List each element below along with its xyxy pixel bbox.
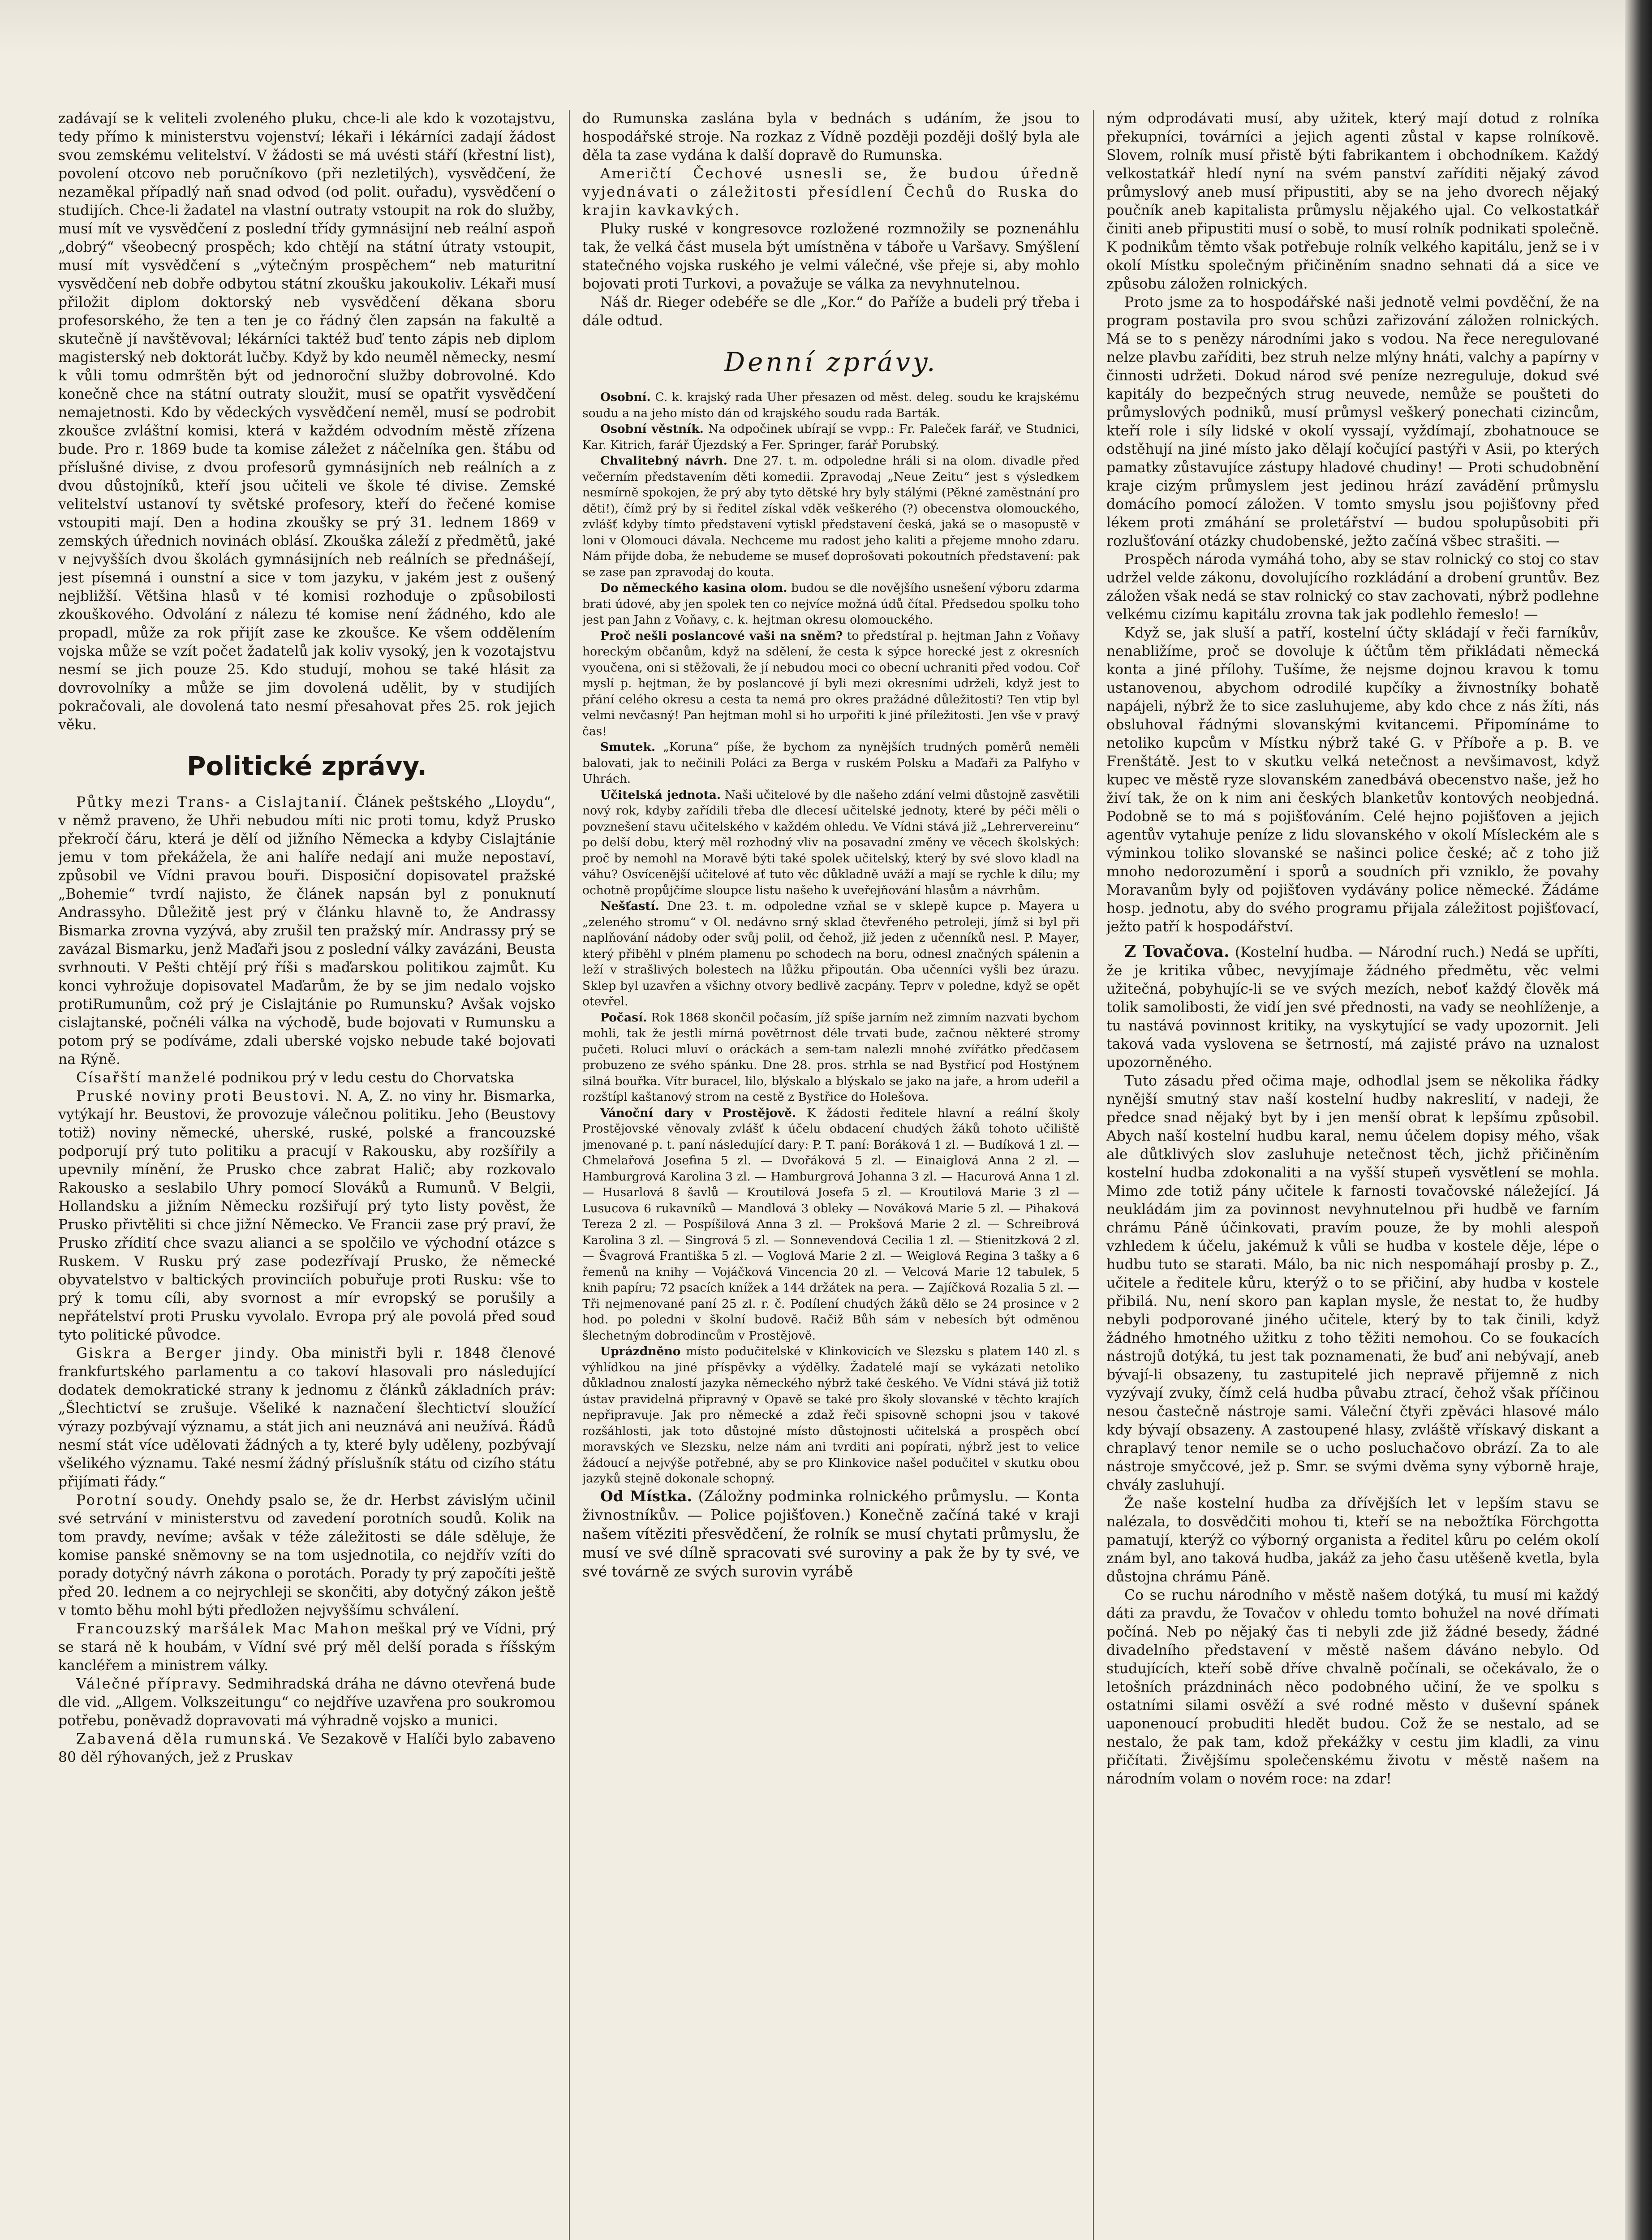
- article-paragraph: Tuto zásadu před očima maje, odhodlal jsem se několika řádky nynější smutný stav naší kostelní hudby nakreslití, v nadeji, že předce snad nějaký byt by i jen menší obrat k lepšímu způsobil. Abych naší kostelní hudbu karal, nemu účelem dopisy mého, však ale důtklivých slov zasluhuje netečnost těch, jichž přičiněním kostelní hudba zdokonaliti a na vyšší stupeň vysvětlení se mohla. Mimo zde totiž pány učitele k farnosti tovačovské náležející. Já neukládám jim za povinnost nevyhnutelnou při hudbě ve farním chrámu Páně účinkovati, pravím pouze, že by mohli alespoň vzhledem k účelu, jakémuž k vůli se hudba v kostele děje, lépe o hudbu tuto se starati. Málo, ba nic nich nespomáhají prosby p. Z., učitele a ředitele kůru, kterýž o to se přičiní, aby hudba v kostele přibilá. Nu, není skoro pan kaplan mysle, že nestat to, že hudby nebyli podporované jiného učitele, který by to tak činili, když žádného hmotného užitku z toho těžiti nemohou. Co se foukacích nástrojů dotýká, tu jest tak poznamenati, že buď ani nebývají, aneb bývají-li obsazeny, tu zastupitelé jich nepravě přijemně z nich vyzývají zvuky, čímž celá hudba půvabu ztrací, čehož však příčinou nesou častečně nástroje sami. Váleční čtyři zpěváci hlasové málo kdy bývají obsazeny. A zastoupené hlasy, zvláště vřískavý diskant a chraplavý tenor nemile se o ucho posluchačovo obrází. Za to ale nástroje smyčcové, jež p. Smr. se svými dvěma syny výborně hraje, chvály zasluhují.: [1106, 1073, 1599, 1493]
- column-2: [582, 110, 1080, 2240]
- item-lead: Pruské noviny proti Beustovi.: [76, 1088, 331, 1104]
- article-paragraph: do Rumunska zaslána byla v bednách s udáním, že jsou to hospodářské stroje. Na rozkaz z Vídně později později došlý byla ale děla ta zase vydána k další dopravě do Rumunska.: [582, 111, 1080, 164]
- news-item: [582, 1105, 1080, 1344]
- news-item: [58, 1344, 555, 1491]
- item-text: Na odpočinek ubírají se vvpp.: Fr. Paleček farář, ve Studnici, Kar. Kitrich, farář Újezdský a Fer. Springer, farář Porubský.: [582, 422, 1080, 452]
- news-item: [582, 421, 1080, 453]
- article-paragraph: Náš dr. Rieger odebéře se dle „Kor.“ do Paříže a budeli prý třeba i dále odtud.: [582, 294, 1080, 329]
- item-text: Sedmihradská dráha ne dávno otevřená bude dle vid. „Allgem. Volkszeitungu“ co nejdříve uzavřena pro soukromou potřebu, poněvadž dopravovati má výhradně vojsko a munici.: [58, 1676, 555, 1729]
- item-lead: Nešťastí.: [600, 899, 659, 913]
- item-text: N. A, Z. no viny hr. Bismarka, vytýkají hr. Beustovi, že provozuje válečnou politiku. Jeho (Beustovy totiž) noviny německé, uherské, ruské, polské a francouzské podporují prý tuto politiku a pracují v Rakousku, aby rozšířily a upevnily mínění, že Prusko chce zabrat Halič; aby rozkovalo Rakousko a seslabilo Uhry pomocí Slováků a Rumunů. V Belgii, Hollandsku a jižním Německu rozšiřují prý tyto listy pověst, že Prusko přivtěliti si chce jižní Německo. Ve Francii zase prý praví, že Prusko zřídití chce svazu alianci a se spolčilo ve východní otázce s Ruskem. V Rusku prý zase podezřívají Prusko, že německé obyvatelstvo v baltických provinciích pobuřuje proti Rusku: vše to prý k tomu cíli, aby svornost a mír evropský se porušily a nepřátelství proti Prusku vyvolalo. Evropa prý ale povolá před soud tyto politické původce.: [58, 1088, 555, 1343]
- news-item: [582, 628, 1080, 740]
- item-lead: Půtky mezi Trans- a Cislajtanií.: [76, 794, 348, 810]
- item-lead: Z Tovačova.: [1124, 942, 1230, 961]
- news-item: [582, 1487, 1080, 1581]
- item-lead: Do německého kasina olom.: [600, 581, 787, 595]
- news-item: [58, 1069, 555, 1087]
- column-rule: [1093, 110, 1094, 2240]
- news-item-tovacov: [1106, 943, 1599, 1072]
- article-paragraph: Že naše kostelní hudba za dřívějších let v lepším stavu se nalézala, to dosvědčiti mohou ti, kteří se na nebožtíka Förchgotta pamatují, kterýž co výborný organista a ředitel kůru po celém okolí znám byl, ano taková hudba, jakáž za jeho času utěšeně kvetla, byla důstojna chrámu Páně.: [1106, 1495, 1599, 1585]
- item-text: Dne 23. t. m. odpoledne vzňal se v sklepě kupce p. Mayera u „zeleného stromu“ v Ol. nedávno srný sklad čtevřeného petroleji, jímž si byl při naplňování nádoby oder svůj polil, od čehož, již jeden z učenníků nesl. P. Mayer, který přiběhl v plném plamenu po schodech na boru, odnesl značných spálenin a leží v strašlivých bolestech na lůžku připoután. Oba učenníci vyšli bez úrazu. Sklep byl uzavřen a všichny otvory bedlivě zacpány. Teprv v poledne, když se opět otevřel.: [582, 899, 1080, 1008]
- article-paragraph: ným odprodávati musí, aby užitek, který mají dotud z rolníka překupníci, továrníci a jejich agenti zůstal v kapse rolníkově. Slovem, rolník musí přistě býti fabrikantem i obchodníkem. Každý velkostatkář hledí nyní na svém panství zaříditi nějaký závod průmyslový aneb musí připustiti, aby se na jeho dvorech nějaký poučník aneb kapitalista průmyslu nějakého ujal. Co velkostatkář činiti aneb připustiti musí o sobě, to musí rolník podnikati společně. K podnikům těmto však potřebuje rolník velkého kapitálu, jenž se i v okolí Místku společným přičiněním snadno sehnati dá a sice ve způsobu záložen rolnických.: [1106, 111, 1599, 292]
- news-item: [582, 389, 1080, 421]
- article-paragraph: Prospěch národa vymáhá toho, aby se stav rolnický co stoj co stav udržel velde zákonu, dovolujícího rozkládání a drobení gruntův. Bez záložen však nedá se stav rolnický co stav zachovati, nýbrž podlehne velkému cizímu kapitálu zrovna tak jak podlehlo řemeslo! —: [1106, 551, 1599, 623]
- article-paragraph: Pluky ruské v kongresovce rozložené rozmnožily se poznenáhlu tak, že velká část musela být umístněna v táboře u Varšavy. Smýšlení statečného vojska ruského je velmi válečné, vše přeje si, aby mohlo bojovati proti Turkovi, a považuje se válka za nevyhnutelnou.: [582, 221, 1080, 292]
- item-lead: Giskra a Berger jindy.: [76, 1345, 280, 1361]
- item-lead: Uprázdněno: [600, 1344, 681, 1358]
- item-lead: Chvalitebný návrh.: [600, 454, 727, 468]
- section-heading-denni-zpravy: Denní zprávy.: [724, 347, 938, 377]
- item-text: „Koruna“ píše, že bychom za nynějších trudných poměrů neměli balovati, jak to nečinili Poláci za Berga v ruském Polsku a Maďaři za Palfyho v Uhrách.: [582, 740, 1080, 786]
- item-text: místo podučitelské v Klinkovicích ve Slezsku s platem 140 zl. s výhlídkou na jiné příspěvky a výdělky. Žadatelé mají se vykázati netoliko důkladnou znalostí jazyka německého nýbrž také českého. Ve Vídni stává již totiž ústav pravidelná připravný v Opavě se také pro školy slovanské v těchto krajích nepřipravuje. Jak pro německé a zdaž řeči spisovně schopni jsou v takové rozšáhlosti, jak toto důstojné místo důstojnosti učitelská a prospěch obcí moravských ve Slezsku, nelze nám ani tvrditi ani popírati, nýbrž jest to velice žádoucí a nejvýše potřebné, aby se pro Klinkovice našel podučitel v skutku obou jazyků stejně dokonale schopný.: [582, 1344, 1080, 1486]
- item-text: Článek peštského „Lloydu“, v němž praveno, že Uhři nebudou míti nic proti tomu, když Prusko překročí čáru, která je dělí od jižního Německa a kdyby Cislajtánie jemu v tom překážela, že ani halíře nedají ani muže nepostaví, způsobil ve Vídni pravou bouři. Disposiční dopisovatel pražské „Bohemie“ tvrdí najisto, že článek napsán byl z ponuknutí Andrassyho. Důležitě jest prý v článku hlavně to, že Andrassy Bismarka zrovna vyzývá, aby zrušil ten pražský mír. Andrassy prý se zavázal Bismarku, jenž Maďaři jsou z poslední války zavázáni, Beusta svrhnouti. V Pešti chtějí prý říši s maďarskou politikou zajmůt. Ku konci vyhrožuje dopisovatel Maďarům, že by se jim nedalo vojsko protiRumunům, což prý je Cislajtánie po Rumunsku? Avšak vojsko cislajtanské, počnéli válka na východě, bude bojovati v Rumunsku a potom prý se podíváme, zdali uberské vojsko nebude také bojovati na Rýně.: [58, 794, 555, 1068]
- item-lead: Porotní soudy.: [76, 1492, 199, 1508]
- news-item: [58, 1730, 555, 1767]
- news-item: [58, 1087, 555, 1344]
- spacer: [1106, 936, 1599, 943]
- item-lead: Císařští manželé: [76, 1070, 217, 1086]
- item-lead: Počasí.: [600, 1010, 647, 1025]
- news-item: [582, 1344, 1080, 1487]
- item-text: budou se dle novějšího usnešení výboru zdarma brati údové, aby jen spolek ten co nejvíce možná údů čítal. Předsedou spolku toho jest pan Jahn z Voňavy, c. k. hejtman okresu olomouckého.: [582, 581, 1080, 627]
- news-item: [58, 1620, 555, 1675]
- item-text: Naši učitelové by dle našeho zdání velmi důstojně zasvětili nový rok, kdyby zařídili třeba dle dlecesí učitelské jednoty, které by péči měli o povznešení stavu učitelského v každém ohledu. Ve Vídni stává již „Lehrervereinu“ po delší dobu, který měl rozhodný vliv na posavadní změny ve věcech školských: proč by nemohl na Moravě býti také spolek učitelský, který by své slovo kladl na váhu? Osvícenější učitelové ať tuto věc důkladně uváží a mají se rychle k dílu; my ochotně propůjčíme sloupce listu našeho k uveřejňování hlasům a návrhům.: [582, 788, 1080, 897]
- column-1: [58, 110, 555, 2240]
- scan-top-shade: [0, 0, 1625, 54]
- news-item: [582, 787, 1080, 899]
- section-heading-politicke-zpravy: Politické zprávy.: [187, 751, 427, 781]
- news-item: [582, 1010, 1080, 1105]
- column-3: [1106, 110, 1599, 2240]
- item-text: Ve Sezakově v Halíči bylo zabaveno 80 děl rýhovaných, jež z Pruskav: [58, 1731, 555, 1766]
- news-item: [582, 898, 1080, 1010]
- item-text: (Záložny podminka rolnického průmyslu. — Konta živnostníkův. — Police pojišťoven.) Konečně začíná také v kraji našem vítěziti přesvědčení, že rolník se musí chytati průmyslu, že musí ve své dílně spracovati své suroviny a pak že by ty své, ve své továrně ze svých surovin vyrábě: [582, 1487, 1080, 1580]
- item-lead: Osobní věstník.: [600, 422, 704, 436]
- item-text: Onehdy psalo se, že dr. Herbst závislým učinil své setrvání v ministerstvu od zavedení porotních soudů. Kolik na tom pravdy, nevíme; avšak v téže záležitosti se dále sděluje, že komise panské sněmovny se na tom usjednotila, co nejdřív vzíti do porady dotyčný návrh zákona o porotách. Porady ty prý započíti ještě před 20. lednem a co nejrychleji se skončiti, aby dotyčný zákon ještě v tomto běhu mohl býti předložen nejvyššímu schválení.: [58, 1492, 555, 1619]
- news-item: [582, 739, 1080, 787]
- news-item: [58, 1491, 555, 1620]
- article-paragraph: Když se, jak sluší a patří, kostelní účty skládají v řeči farníkův, nenabližíme, proč se dovoluje k účtům těm přikládati německá konta a jiné přílohy. Tušíme, že nejsme dojnou kravou k tomu ustanovenou, abychom odrodilé kupčíky a živnostníky bohatě napájeli, nýbrž že to sice zasluhujeme, aby kdo chce z nás žíti, nás obsluhoval řádnými slovanskými kvitancemi. Připomínáme to netoliko kupcům v Místku nýbrž také G. v Příboře a p. B. ve Frenštátě. Jest to v skutku velká netečnost a nevšimavost, když kupec ve městě ryze slovanském zanedbává obecenstvo naše, jež ho živí tak, že on k nim ani českých blanketův kontových neobjedná. Podobně se to má s pojišťováním. Celé hejno pojišťoven a jejich agentův vytahuje peníze z lidu slovanského v okolí Mísleckém ale s výminkou toliko slovanské se našinci police české; ač z toho již mnoho nedorozumění i sporů a soudních při vzniklo, že povahy Moravanům byly od pojišťoven vydávány police německé. Žádáme hosp. jednotu, aby do svého programu přijala záležitost pojišťovací, ježto patří k hospodářství.: [1106, 625, 1599, 935]
- item-lead: Od Místka.: [600, 1487, 693, 1505]
- news-item: [58, 793, 555, 1069]
- item-text: C. k. krajský rada Uher přesazen od měst. deleg. soudu ke krajskému soudu a na jeho místo dán od krajského soudu rada Barták.: [582, 390, 1080, 420]
- news-item: [582, 580, 1080, 628]
- item-text: (Kostelní hudba. — Národní ruch.) Nedá se upříti, že je kritika vůbec, nevyjímaje žádného předmětu, věc velmi užitečná, pobyhujíc-li se ve svých mezích, neboť každý člověk má tolik samolibosti, že vidí jen své přednosti, na vady se neohlíženje, a tu nastává povinnost kritiky, na vyskytující se vady upozornit. Jeli taková vada vyslovena se šetrností, má zajisté právo na uznalost upozorněného.: [1106, 944, 1599, 1071]
- item-lead: Válečné přípravy.: [76, 1676, 223, 1692]
- column-rule: [569, 110, 570, 2240]
- item-text: Oba ministři byli r. 1848 členové frankfurtského parlamentu a co takoví hlasovali pro následující dodatek demokratické strany k jednomu z článků základních práv: „Šlechtictví se zrušuje. Všeliké k naznačení šlechtictví sloužící výrazy pozbývají významu, a stát jich ani neuznává ani neužívá. Řádů nesmí stát více udělovati žádných a ty, které byly uděleny, pozbývají všelikého významu. Také nesmí žádný příslušník státu od cizího státu přijímati řády.“: [58, 1345, 555, 1490]
- item-text: Rok 1868 skončil počasím, jíž spíše jarním než zimním nazvati bychom mohli, tak že jestli mírná povětrnost déle trvati bude, začnou některé stromy pučeti. Roluci mluví o oráckách a sem-tam nalezli mnohé zvířátko předčasem probuzeno ze svého spánku. Dne 28. pros. strhla se nad Bystřicí pod Hostýnem silná bouřka. Vítr buracel, lilo, blýskalo a blýskalo se jako na jaře, a hrom udeřil a rozštípl kaštanový strom na cestě z Bystřice do Holešova.: [582, 1010, 1080, 1104]
- article-paragraph: Co se ruchu národního v městě našem dotýká, tu musí mi každý dáti za pravdu, že Tovačov v ohledu tomto bohužel na nové dřímati počíná. Neb po nějaký čas ti nebyli zde již žádné besedy, žádné divadelního představení v městě našem dáváno nebylo. Od studujících, kteří sobě dříve chvalně počínali, se očekávalo, že o letošních prázdninách něco podobného učiní, že ve spolku s ostatními silami osvěží a své rodné město v duševní spánek uaponenoucí probuditi hledět budou. Což že se nestalo, ad se nestalo, že pak tam, kdož překážky v cestu jim kladli, za vinu přičítati. Živějšímu společenskému životu v městě našem na národním volam o novém roce: na zdar!: [1106, 1587, 1599, 1787]
- item-lead: Osobní.: [600, 390, 651, 404]
- newspaper-page: [58, 110, 1599, 2240]
- article-paragraph: Američtí Čechové usnesli se, že budou úředně vyjednávati o záležitosti přesídlení Čechů do Ruska do krajin kavkavkých.: [582, 166, 1080, 219]
- item-text: to předstíral p. hejtman Jahn z Voňavy horeckým občanům, když na sdělení, že cesta k sýpce horecké jest z okresních vyoučena, oni si stěžovali, že jí nebudou moci co obecní uchraniti před vodou. Coř myslí p. hejtman, že by poslancové jí byli mezi okresními udrželi, když jest to přání celého okresu a cesta ta nemá pro okres pražádné důležitosti? Ten vtip byl velmi nevčasný! Pan hejtman mohl si ho urpořiti k jiné příležitosti. Jen vše v pravý čas!: [582, 629, 1080, 738]
- item-text: Dne 27. t. m. odpoledne hráli si na olom. divadle před večerním představením děti komedii. Zpravodaj „Neue Zeitu“ jest s výsledkem nesmírně spokojen, že prý aby tyto dětské hry byly stálými (Pěkné zaměstnání pro děti!), čímž prý by si ředitel získal vděk veškerého (?) obecenstva olomouckého, zvlášť kdyby tímto představení vytiskl představení česká, jaká se o masopustě v loni v Olomouci dávala. Nechceme mu radost jeho kaliti a přejeme mnoho zdaru. Nám přijde doba, že nebudeme se museť doprošovati pokoutních představení: pak se zase pan zpravodaj do kouta.: [582, 454, 1080, 579]
- item-lead: Proč nešli poslancové vaši na sněm?: [600, 629, 843, 643]
- item-lead: Učitelská jednota.: [600, 788, 721, 802]
- article-paragraph: Proto jsme za to hospodářské naši jednotě velmi povděční, že na program postavila pro svou schůzi zařizování záložen rolnických. Má se to s penězy národními jako s vodou. Na řece neregulované nelze plavbu zaříditi, bez struh nelze mlýny hnáti, valchy a papírny v činnosti udržeti. Dokud národ své peníze nezreguluje, dokud své kapitály do bezpečných strug neuvede, nemůže se poušteti do průmyslových podniků, musí průmysl veškerý ponechati cizincům, kteří role i síly lidské v okolí vyssají, vyždímají, zbohatnouce se odstěhují na jiné místo jako dělají kočující pastýři v Asii, po kterých pamatky zůstavujíce zástupy hladové chudiny! — Proti schudobnění kraje cizým průmyslem jest jedinou hrází zavádění průmyslu domácího pomocí záložen. V tomto smyslu jsou pojišťovny před lékem proti zmáhání se proletářství — budou spolupůsobiti při rozlušťování otázky chudobenské, ježto začíná všbec strašiti. —: [1106, 294, 1599, 549]
- news-item: [582, 453, 1080, 580]
- scan-right-edge: [1625, 0, 1652, 2240]
- item-text: K žádosti ředitele hlavní a reální školy Prostějovské věnovaly zvlášť k účelu obdacení chudých žáků tohoto učiliště jmenované p. t. paní následující dary: P. T. paní: Boráková 1 zl. — Budíková 1 zl. — Chmelařová Josefina 5 zl. — Dvořáková 5 zl. — Einaiglová Anna 2 zl. — Hamburgrová Karolina 3 zl. — Hamburgrová Johanna 3 zl. — Hacurová Anna 1 zl. — Husarlová 8 šavlů — Kroutilová Josefa 5 zl. — Kroutilová Marie 3 zl — Lusucova 6 rukavníků — Mandlová 3 obleky — Nováková Marie 5 zl. — Pihaková Tereza 2 zl. — Pospíšilová Anna 3 zl. — Prokšová Marie 2 zl. — Schreibrová Karolina 3 zl. — Singrová 5 zl. — Sonnevendová Cecilia 1 zl. — Stienitzková 2 zl. — Švagrová Františka 5 zl. — Voglová Marie 2 zl. — Weiglová Regina 3 tašky a 6 řemenů na knihy — Vojáčková Vincencia 20 zl. — Velcová Marie 12 tabulek, 5 knih papíru; 72 psacích knížek a 144 držátek na pera. — Zajíčková Rozalia 5 zl. — Tři nejmenované paní 25 zl. r. č. Podílení chudých žáků dělo se 24 prosince v 2 hod. po poledni v školní budově. Račiž Bůh sám v nebesích být odměnou šlechetným dobrodincům v Prostějově.: [582, 1106, 1080, 1343]
- item-lead: Zabavená děla rumunská.: [76, 1731, 293, 1747]
- item-lead: Smutek.: [600, 740, 656, 754]
- item-lead: Francouzský maršálek Mac Mahon: [76, 1621, 370, 1637]
- news-item: [58, 1675, 555, 1730]
- article-paragraph: zadávají se k veliteli zvoleného pluku, chce-li ale kdo k vozotajstvu, tedy přímo k ministerstvu vojenství; lékaři i lékárníci zadají žádost svou zemskému velitelství. V žádosti se má uvésti stáří (křestní list), povolení otcovo neb poručníkovo (při nezletilých), vysvědčení, že nezaměkal případlý naň snad odvod (od polit. ouřadu), vysvědčení o studijích. Chce-li žadatel na vlastní outraty vstoupit na rok do služby, musí mít ve vysvědčení z poslední třídy gymnásijní neb reální aspoň „dobrý“ všeobecný prospěch; kdo chtějí na státní útraty vstoupit, musí mít vysvědčení s „výtečným prospěchem“ neb maturitní vysvědčení neb dobře odbytou státní zkoušku jakoukoliv. Lékaři musí přiložit diplom doktorský neb vysvědčení děkana sboru profesorského, že ten a ten je co řádný člen zapsán na fakultě a skutečně jí navštěvoval; lékárníci taktéž buď tento zápis neb diplom magisterský neb doktorát lučby. Když by kdo neuměl německy, nesmí k vůli tomu odmrštěn být od jednoroční služby dobrovolné. Kdo konečně chce na státní outraty sloužit, musí se opatřit vysvědčení nemajetnosti. Kdo by vědeckých vysvědčení neměl, musí se podrobit zkoušce zvláštní komisi, která v každém odvodním městě zřízena bude. Pro r. 1869 bude ta komise záležet z náčelníka gen. štábu od příslušné divise, z dvou profesorů gymnásijních neb reálních a z dvou důstojníků, kteří jsou učiteli ve škole té divise. Zemské velitelství ustanoví ty světské profesory, kteří do řečené komise vstoupiti mají. Den a hodina zkoušky se prý 31. lednem 1869 v zemských úřednich novinách oblásí. Zkouška záleží z předmětů, jaké v nejvyšších dvou školách gymnásijních neb reálních se přednášejí, jest písemná i ounstní a sice v tom jazyku, v jakém jest z oušený nejbližší. Většina hlasů v té komisi rozhoduje o způsobilosti zkouškového. Odvolání z nálezu té komise není žádného, kdo ale propadl, může za rok přijít zase ke zkoušce. Ke všem oddělením vojska může se vzít počet žadatelů jak koliv vysoký, jen k vozotajstvu nesmí se jich pouze 25. Kdo studují, mohou se také hlásit za dovrovolníky a může se jim dovolená udělit, by v studijích pokračovali, ale dovolená tato nesmí přesahovat přes 25. rok jejich věku.: [58, 111, 555, 733]
- item-text: meškal prý ve Vídni, prý se stará ně k houbám, v Vídní své prý měl delší porada s říšským kancléřem a ministrem války.: [58, 1621, 555, 1674]
- item-text: podnikou prý v ledu cestu do Chorvatska: [216, 1070, 515, 1086]
- item-lead: Vánoční dary v Prostějově.: [600, 1106, 796, 1120]
